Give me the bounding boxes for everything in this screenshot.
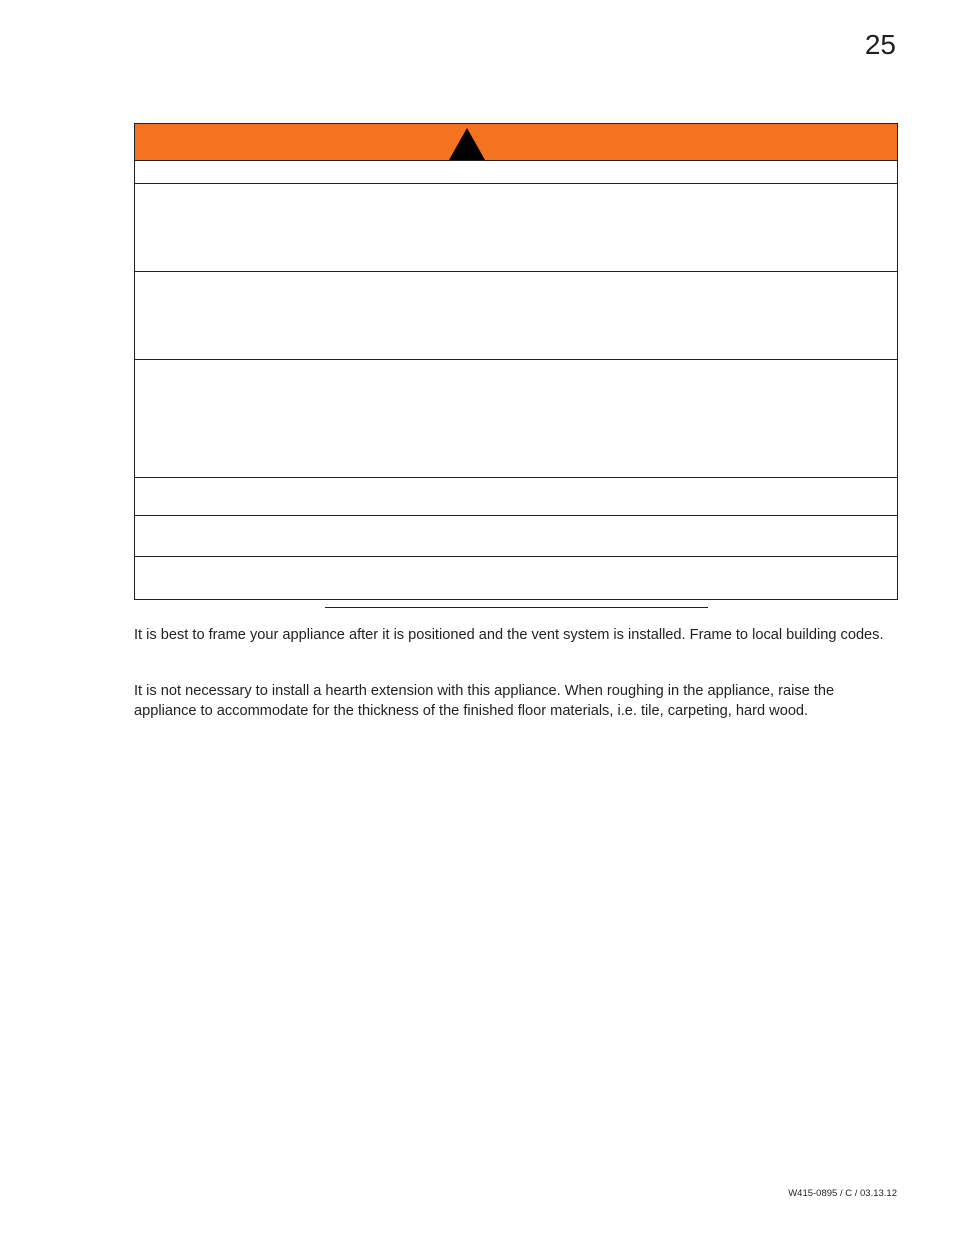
warning-row-6 <box>135 515 897 557</box>
warning-row-4 <box>135 359 897 478</box>
warning-triangle-icon <box>448 127 486 160</box>
document-code: W415-0895 / C / 03.13.12 <box>788 1188 897 1199</box>
warning-row-7 <box>135 556 897 600</box>
warning-row-2 <box>135 183 897 272</box>
warning-row-3 <box>135 271 897 360</box>
section-divider <box>325 607 708 608</box>
warning-box <box>134 123 898 600</box>
warning-row-5 <box>135 477 897 516</box>
warning-row-1 <box>135 160 897 184</box>
page-number: 25 <box>864 29 896 60</box>
paragraph-hearth: It is not necessary to install a hearth extension with this appliance. When roughing in the appliance, raise the appliance to accommodate for the thickness of the finished floor materials, i.e. tile, carpeting, hard wood. <box>134 683 835 719</box>
paragraph-framing: It is best to frame your appliance after it is positioned and the vent system is installed. Frame to local building codes. <box>134 627 884 643</box>
warning-header <box>135 124 897 160</box>
